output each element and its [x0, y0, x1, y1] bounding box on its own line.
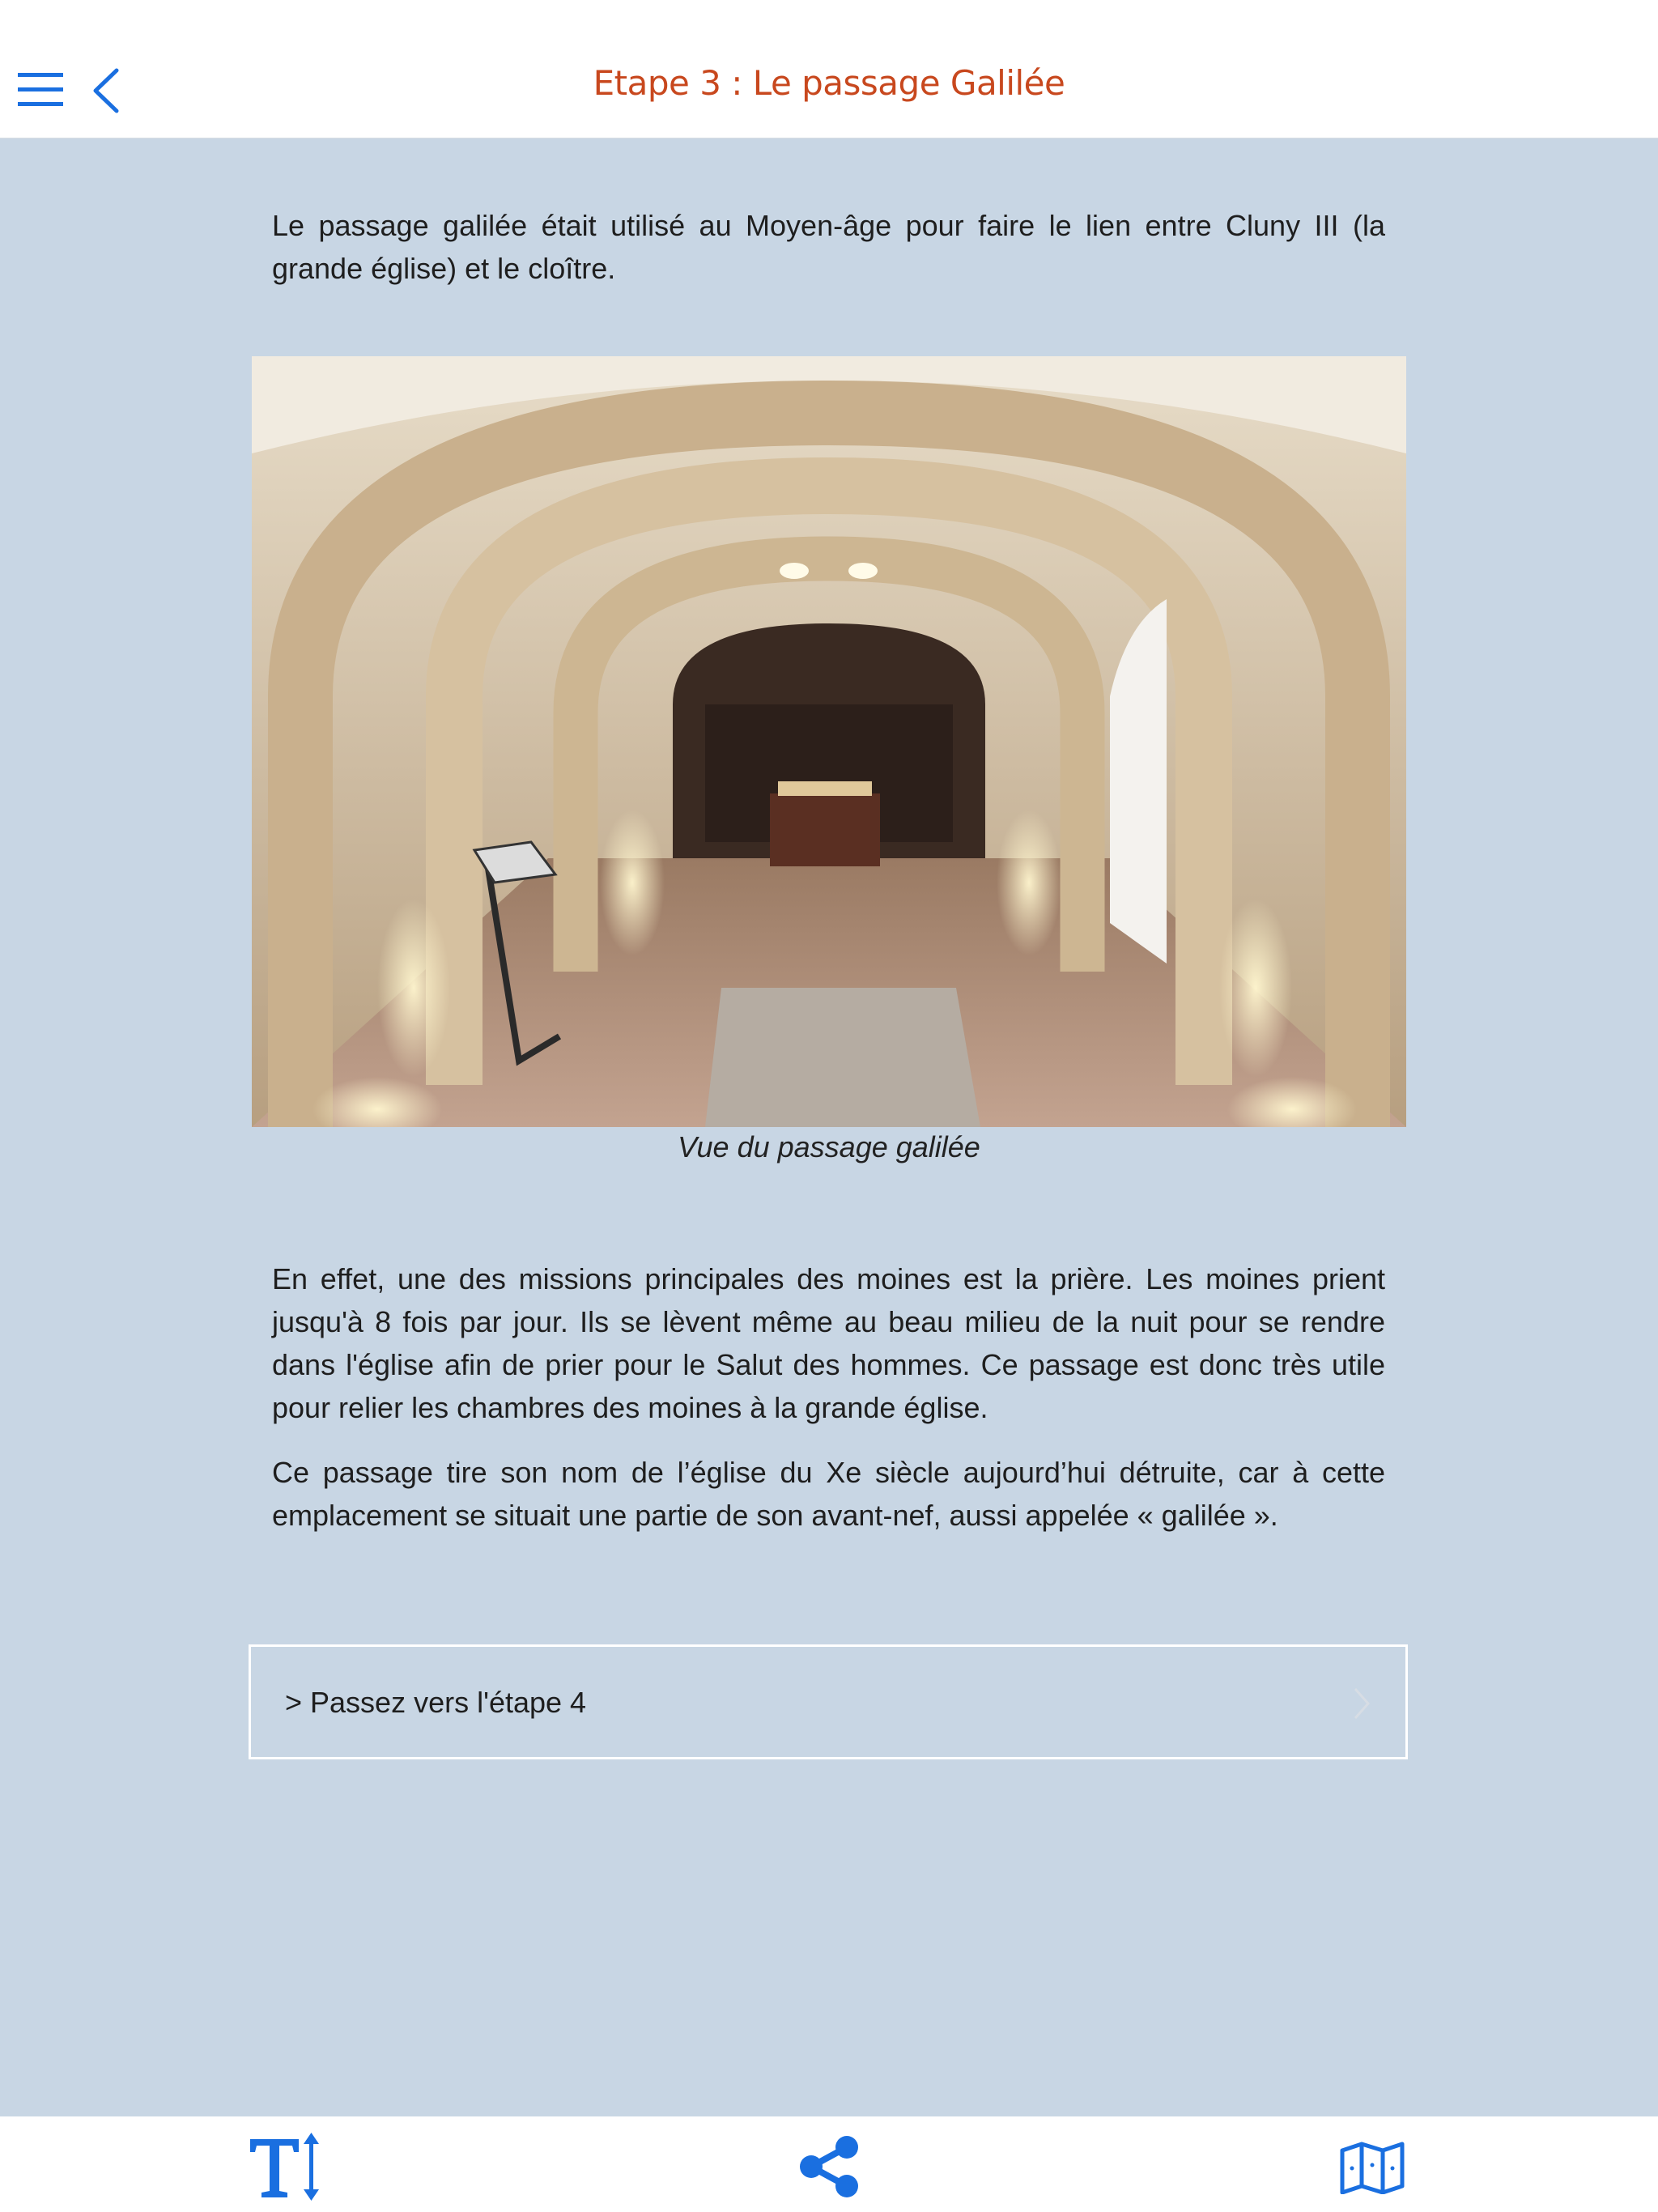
next-step-button[interactable] [249, 1644, 1408, 1759]
body-paragraph-1: En effet, une des missions principales des moines est la prière. Les moines prient jusqu'à 8 fois par jour. Ils se lèvent même au beau milieu de la nuit pour se rendre dans l'église afin de prier pour le Salut des hommes. Ce passage est donc très utile pour relier les chambres des moines à la grande église. [272, 1262, 1385, 1424]
share-icon[interactable] [797, 2134, 861, 2203]
page-title: Etape 3 : Le passage Galilée [593, 63, 1065, 103]
intro-text-block [272, 204, 1385, 290]
passage-galilee-photo [252, 356, 1406, 1127]
image-caption: Vue du passage galilée [678, 1130, 980, 1163]
body-text-block [272, 1257, 1385, 1537]
next-step-label: > Passez vers l'étape 4 [285, 1686, 587, 1719]
top-navigation-bar [0, 0, 1658, 138]
body-paragraph-2: Ce passage tire son nom de l’église du Xe siècle aujourd’hui détruite, car à cette emplacement se situait une partie de son avant-nef, aussi appelée « galilée ». [272, 1456, 1385, 1532]
text-size-icon[interactable] [247, 2133, 325, 2205]
intro-paragraph: Le passage galilée était utilisé au Moyen-âge pour faire le lien entre Cluny III (la grande église) et le cloître. [272, 209, 1385, 285]
bottom-toolbar [0, 2116, 1658, 2212]
map-icon[interactable] [1340, 2141, 1405, 2198]
chevron-right-icon [1352, 1686, 1371, 1721]
